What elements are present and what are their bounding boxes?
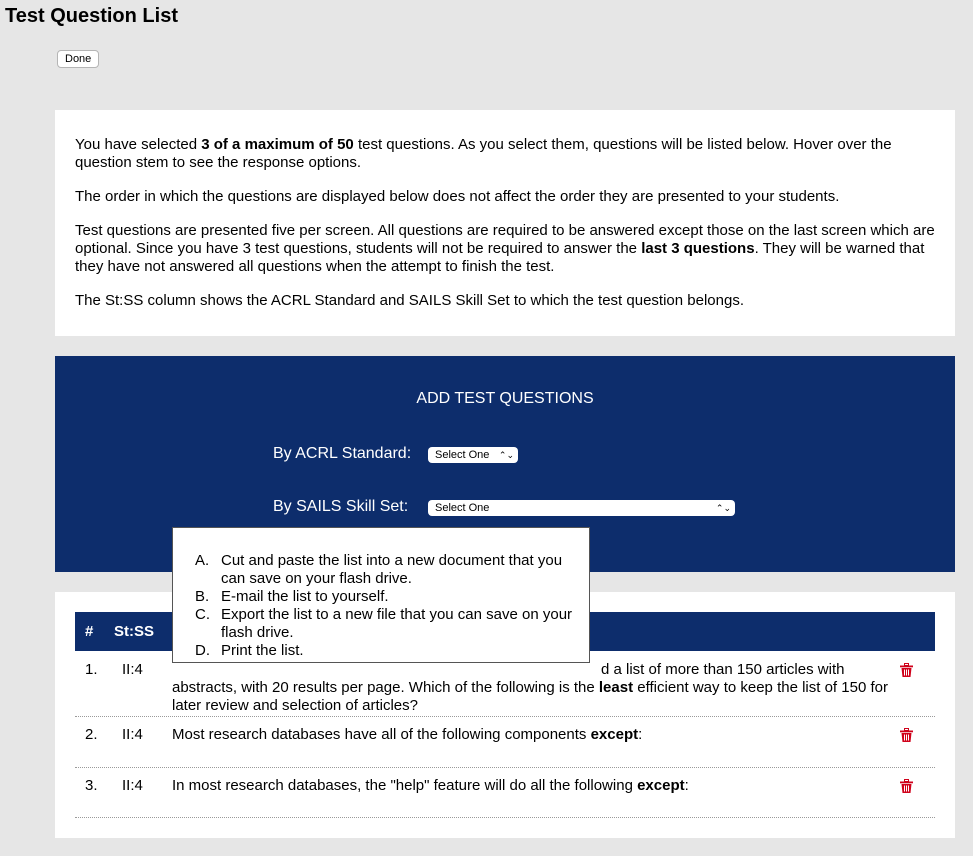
response-options-list [195,552,575,660]
response-options-tooltip [172,527,590,663]
trash-icon[interactable] [900,779,913,793]
question-stss: II:4 [122,726,143,743]
question-stem[interactable]: d a list of more than 150 articles with abstracts, with 20 results per page. Which of the following is the least efficient way to keep the list of 150 for later review and selection of articles? [172,661,892,715]
response-option: A. Cut and paste the list into a new document that you can save on your flash drive. [195,552,563,587]
table-row [75,726,935,768]
column-header-number: # [85,623,94,640]
trash-icon[interactable] [900,728,913,742]
chevron-updown-icon: ⌃⌄ [715,503,731,513]
table-row [75,777,935,818]
question-stem[interactable]: Most research databases have all of the following components except: [172,726,643,743]
question-stss: II:4 [122,777,143,794]
trash-icon[interactable] [900,663,913,677]
response-option: C. Export the list to a new file that you can save on your flash drive. [195,606,573,641]
question-number: 3. [85,777,98,794]
sails-skill-set-select[interactable] [428,500,735,516]
acrl-standard-select[interactable] [428,447,518,463]
question-stem[interactable]: In most research databases, the "help" feature will do all the following except: [172,777,689,794]
question-number: 2. [85,726,98,743]
sails-skill-set-value: Select One [435,502,490,514]
intro-order-note: The order in which the questions are displayed below does not affect the order they are presented to your students. [75,188,840,205]
table-row [75,661,935,717]
question-number: 1. [85,661,98,678]
question-stem-line: d a list of more than 150 articles with [601,661,845,678]
sails-skill-set-label: By SAILS Skill Set: [273,498,409,515]
intro-required-note: Test questions are presented five per screen. All questions are required to be answered except those on the last screen which are optional. Since you have 3 test questions, students will not be required to answer the last 3 questions. They will be warned that they have not answered all questions when the attempt to finish the test. [75,222,935,275]
instructions-panel [55,110,955,336]
acrl-standard-label: By ACRL Standard: [273,445,412,462]
done-button[interactable]: Done [57,50,99,68]
intro-selection-count: You have selected 3 of a maximum of 50 test questions. As you select them, questions will be listed below. Hover over the question stem to see the response options. [75,136,892,171]
intro-stss-note: The St:SS column shows the ACRL Standard and SAILS Skill Set to which the test question belongs. [75,292,744,309]
page-title: Test Question List [5,5,178,27]
add-questions-title: ADD TEST QUESTIONS [416,390,594,407]
response-option: B. E-mail the list to yourself. [195,588,389,605]
chevron-updown-icon: ⌃⌄ [498,450,514,460]
response-option: D. Print the list. [195,642,304,659]
acrl-standard-value: Select One [435,449,490,461]
column-header-stss: St:SS [114,623,155,640]
question-stss: II:4 [122,661,143,678]
